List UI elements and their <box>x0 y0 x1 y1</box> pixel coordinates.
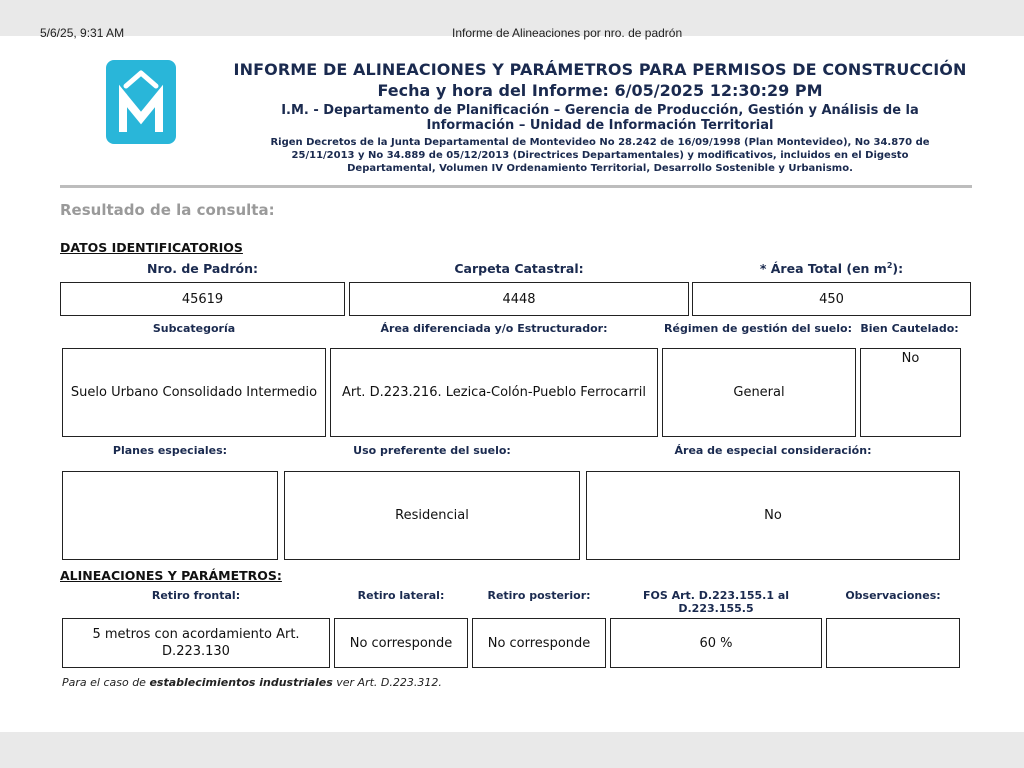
decrees-line-2: 25/11/2013 y No 34.889 de 05/12/2013 (Directrices Departamentales) y modificativos, incluidos en el Digesto <box>291 150 909 161</box>
bien-cautelado-label: Bien Cautelado: <box>860 322 959 335</box>
datos-section-title: DATOS IDENTIFICATORIOS <box>60 240 243 255</box>
fos-label: FOS Art. D.223.155.1 al D.223.155.5 <box>642 589 790 615</box>
department-line-1: I.M. - Departamento de Planificación – Gerencia de Producción, Gestión y Análisis de la <box>281 103 919 118</box>
padron-label: Nro. de Padrón: <box>147 261 258 276</box>
padron-value: 45619 <box>60 282 345 316</box>
retiro-posterior-value: No corresponde <box>472 618 606 668</box>
retiro-posterior-label: Retiro posterior: <box>487 589 591 602</box>
observaciones-label: Observaciones: <box>845 589 941 602</box>
planes-value <box>62 471 278 560</box>
area-diferenciada-value: Art. D.223.216. Lezica-Colón-Pueblo Ferrocarril <box>330 348 658 437</box>
subcategoria-value: Suelo Urbano Consolidado Intermedio <box>62 348 326 437</box>
observaciones-value <box>826 618 960 668</box>
decrees-line-1: Rigen Decretos de la Junta Departamental de Montevideo No 28.242 de 16/09/1998 (Plan Montevideo), No 34.870 de <box>270 137 930 148</box>
regimen-label: Régimen de gestión del suelo: <box>664 322 852 335</box>
fos-value: 60 % <box>610 618 822 668</box>
decrees-info <box>210 136 990 175</box>
planes-label: Planes especiales: <box>112 444 228 457</box>
area-especial-value: No <box>586 471 960 560</box>
carpeta-value: 4448 <box>349 282 689 316</box>
bien-cautelado-value: No <box>860 348 961 437</box>
print-datetime: 5/6/25, 9:31 AM <box>40 26 125 40</box>
report-datetime: Fecha y hora del Informe: 6/05/2025 12:30:29 PM <box>377 81 823 100</box>
department-info <box>210 103 990 133</box>
decrees-line-3: Departamental, Volumen IV Ordenamiento Territorial, Desarrollo Sostenible y Urbanismo. <box>347 163 853 174</box>
header-divider <box>60 185 972 188</box>
alineaciones-section-title: ALINEACIONES Y PARÁMETROS: <box>60 568 282 583</box>
footnote: Para el caso de establecimientos industriales ver Art. D.223.312. <box>62 676 442 689</box>
intendencia-logo-icon <box>106 60 176 144</box>
retiro-lateral-label: Retiro lateral: <box>357 589 445 602</box>
uso-preferente-label: Uso preferente del suelo: <box>353 444 511 457</box>
area-total-value: 450 <box>692 282 971 316</box>
print-title: Informe de Alineaciones por nro. de padrón <box>452 26 683 40</box>
department-line-2: Información – Unidad de Información Territorial <box>426 118 774 133</box>
subcategoria-label: Subcategoría <box>152 322 236 335</box>
area-diferenciada-label: Área diferenciada y/o Estructurador: <box>380 322 608 335</box>
regimen-value: General <box>662 348 856 437</box>
result-label: Resultado de la consulta: <box>60 201 275 219</box>
retiro-frontal-label: Retiro frontal: <box>151 589 241 602</box>
retiro-lateral-value: No corresponde <box>334 618 468 668</box>
uso-preferente-value: Residencial <box>284 471 580 560</box>
report-title: INFORME DE ALINEACIONES Y PARÁMETROS PARA PERMISOS DE CONSTRUCCIÓN <box>233 60 967 79</box>
area-total-label: * Área Total (en $m^2$): <box>759 261 904 277</box>
retiro-frontal-value: 5 metros con acordamiento Art. D.223.130 <box>62 618 330 668</box>
carpeta-label: Carpeta Catastral: <box>454 261 584 276</box>
area-especial-label: Área de especial consideración: <box>674 444 872 457</box>
